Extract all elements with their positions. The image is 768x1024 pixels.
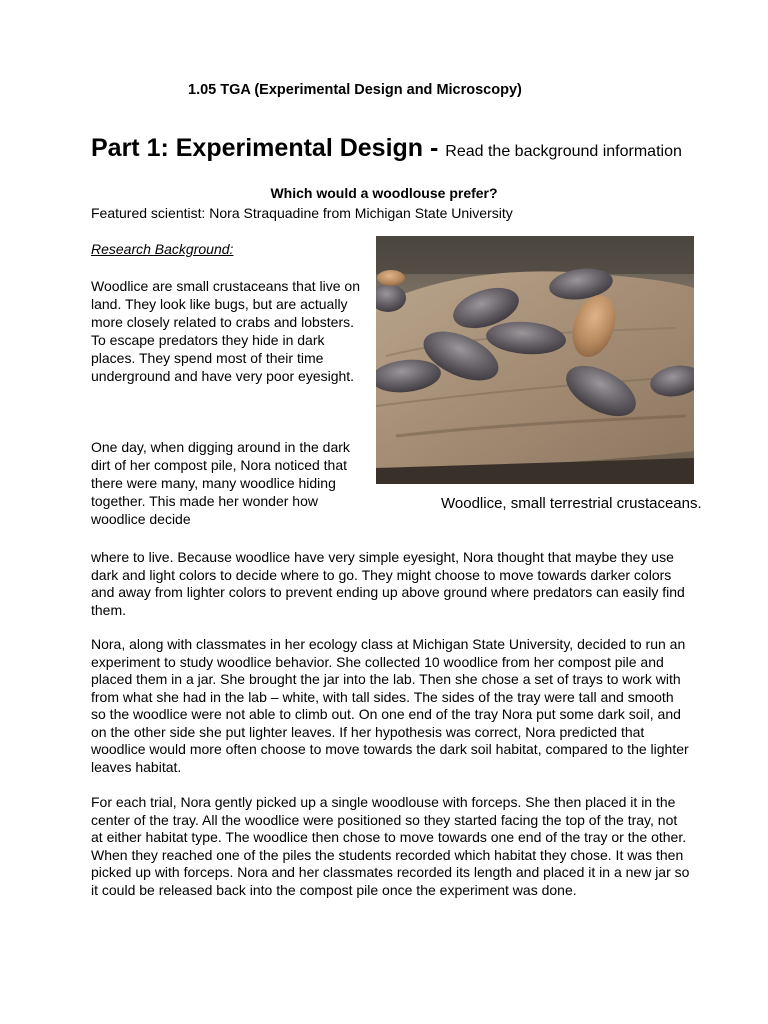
section-label <box>91 241 233 257</box>
part-heading-note: Read the background information <box>445 143 682 160</box>
paragraph-experiment: Nora, along with classmates in her ecology class at Michigan State University, decided to run an experiment to study woodlice behavior. She collected 10 woodlice from her compost pile and placed them in a jar. She brought the jar into the lab. Then she chose a set of trays to work with from what she had in the lab – white, with tall sides. The sides of the tray were tall and smooth so the woodlice were not able to climb out. On one end of the tray Nora put some dark soil, and on the other side she put lighter leaves. If her hypothesis was correct, Nora predicted that woodlice would more often choose to move towards the dark soil habitat, compared to the lighter leaves habitat. <box>91 636 689 775</box>
document-title: 1.05 TGA (Experimental Design and Microscopy) <box>188 82 522 98</box>
paragraph-compost: One day, when digging around in the dark dirt of her compost pile, Nora noticed that there were many, many woodlice hiding together. This made her wonder how woodlice decide <box>91 439 350 527</box>
section-label-colon: : <box>229 241 234 257</box>
featured-scientist: Featured scientist: Nora Straquadine from Michigan State University <box>91 205 513 221</box>
paragraph-hypothesis: where to live. Because woodlice have very simple eyesight, Nora thought that maybe they use dark and light colors to decide where to go. They might choose to move towards darker colors and away from lighter colors to prevent ending up above ground where predators can easily find them. <box>91 549 685 618</box>
part-heading-title: Part 1: Experimental Design - <box>91 134 446 162</box>
paragraph-intro: Woodlice are small crustaceans that live on land. They look like bugs, but are actually more closely related to crabs and lobsters. To escape predators they hide in dark places. They spend most of their time underground and have very poor eyesight. <box>91 278 360 384</box>
paragraph-trials: For each trial, Nora gently picked up a single woodlouse with forceps. She then placed it in the center of the tray. All the woodlice were positioned so they started facing the top of the tray, not at either habitat type. The woodlice then chose to move towards one end of the tray or the other. When they reached one of the piles the students recorded which habitat they chose. It was then picked up with forceps. Nora and her classmates recorded its length and placed it in a new jar so it could be released back into the compost pile once the experiment was done. <box>91 794 690 898</box>
image-caption: Woodlice, small terrestrial crustaceans. <box>441 495 702 512</box>
part-heading <box>91 136 711 161</box>
question-heading: Which would a woodlouse prefer? <box>270 185 498 201</box>
section-label-text: Research Background <box>91 241 230 257</box>
woodlice-photo <box>376 236 694 484</box>
